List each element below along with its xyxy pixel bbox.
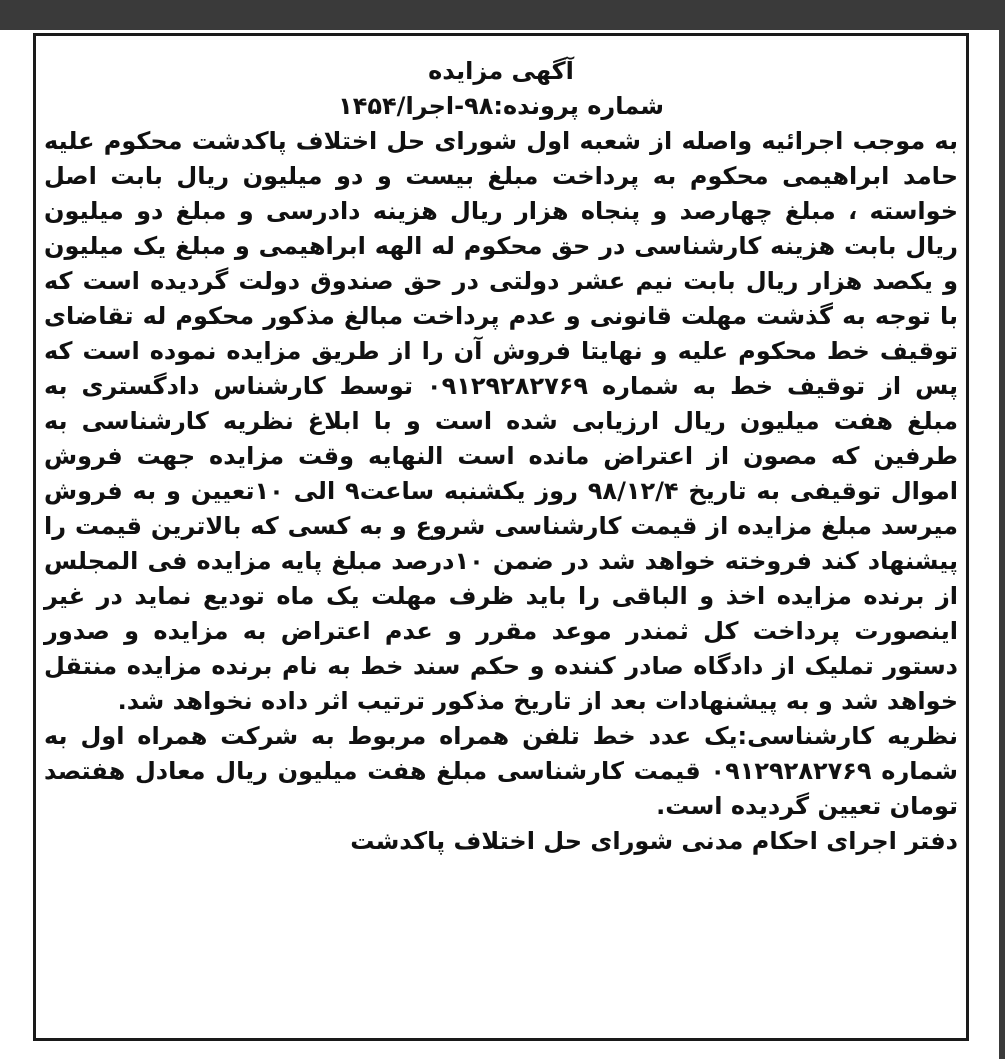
notice-frame (33, 33, 969, 1041)
scan-top-bar (0, 0, 1005, 30)
notice-title: آگهی مزایده (428, 57, 574, 85)
auction-notice (36, 36, 966, 859)
scan-side-edge (999, 30, 1005, 1059)
notice-body: به موجب اجرائیه واصله از شعبه اول شورای حل اختلاف پاکدشت محکوم علیه حامد ابراهیمی محکوم به پرداخت مبلغ بیست و دو میلیون ریال بابت اصل خواسته ، مبلغ چهارصد و پنجاه هزار ریال هزینه دادرسی و مبلغ دو میلیون ریال بابت هزینه کارشناسی در حق محکوم له الهه ابراهیمی و مبلغ یک میلیون و یکصد هزار ریال بابت نیم عشر دولتی در حق صندوق دولت گردیده است که با توجه به گذشت مهلت قانونی و عدم پرداخت مبالغ مذکور محکوم له تقاضای توقیف خط محکوم علیه و نهایتا فروش آن را از طریق مزایده نموده است که پس از توقیف خط به شماره ۰۹۱۲۹۲۸۲۷۶۹ توسط کارشناس دادگستری به مبلغ هفت میلیون ریال ارزیابی شده است و با ابلاغ نظریه کارشناسی به طرفین که مصون از اعتراض مانده است النهایه وقت مزایده جهت فروش اموال توقیفی به تاریخ ۹۸/۱۲/۴ روز یکشنبه ساعت۹ الی ۱۰تعیین و به فروش میرسد مبلغ مزایده از قیمت کارشناسی شروع و به کسی که بالاترین قیمت را پیشنهاد کند فروخته خواهد شد در ضمن ۱۰درصد مبلغ پایه مزایده فی المجلس از برنده مزایده اخذ و الباقی را باید ظرف مهلت یک ماه تودیع نماید در غیر اینصورت پرداخت کل ثمندر موعد مقرر و عدم اعتراض به مزایده و صدور دستور تملیک از دادگاه صادر کننده و حکم سند خط به نام برنده مزایده منتقل خواهد شد و به پیشنهادات بعد از تاریخ مذکور ترتیب اثر داده نخواهد شد. (44, 127, 959, 715)
expert-opinion: نظریه کارشناسی:یک عدد خط تلفن همراه مربوط به شرکت همراه اول به شماره ۰۹۱۲۹۲۸۲۷۶۹ قیمت کارشناسی مبلغ هفت میلیون ریال معادل هفتصد تومان تعیین گردیده است. (44, 722, 958, 820)
case-number: شماره پرونده:۹۸-اجرا/۱۴۵۴ (338, 92, 664, 120)
issuing-office-signature: دفتر اجرای احکام مدنی شورای حل اختلاف پاکدشت (350, 827, 958, 855)
